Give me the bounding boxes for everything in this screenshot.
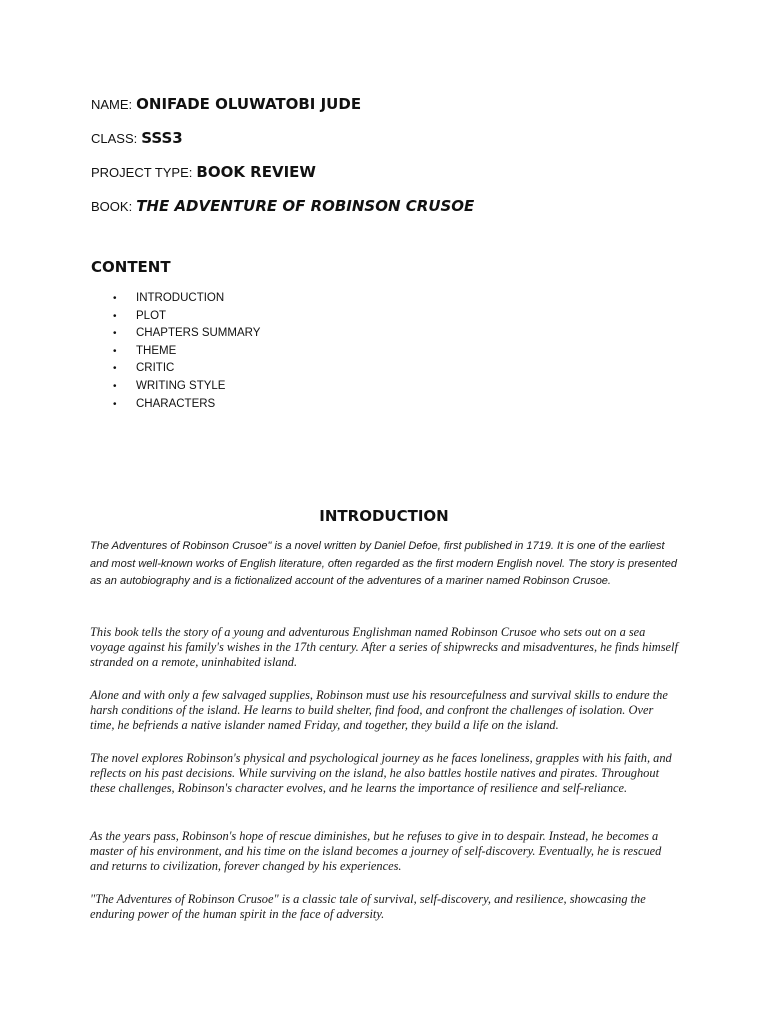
toc-item-theme (113, 343, 260, 361)
bullet-icon: • (113, 328, 117, 340)
content-heading: CONTENT (91, 258, 171, 276)
toc-item-label: WRITING STYLE (136, 379, 226, 392)
bullet-icon: • (113, 398, 117, 410)
introduction-heading: INTRODUCTION (319, 507, 449, 525)
bullet-icon: • (113, 293, 117, 304)
intro-paragraph: This book tells the story of a young and adventurous Englishman named Robinson Crusoe who sets out on a sea voyage against his family's wishes in the 17th century. After a series of shipwrecks and misadventures, he finds himself stranded on a remote, uninhabited island. (90, 625, 678, 669)
bullet-icon: • (113, 380, 117, 392)
class-label: CLASS: (91, 131, 138, 146)
toc-item-chapters-summary (113, 325, 260, 343)
toc-item-label: INTRODUCTION (136, 292, 225, 304)
bullet-icon: • (113, 310, 117, 322)
bullet-icon: • (113, 345, 117, 357)
toc-item-writing-style (113, 378, 260, 396)
toc-item-introduction (113, 290, 260, 308)
toc-item-label: CRITIC (136, 362, 175, 375)
book-title: THE ADVENTURE OF ROBINSON CRUSOE (136, 197, 475, 215)
toc-item-label: PLOT (136, 309, 167, 322)
intro-paragraph: The Adventures of Robinson Crusoe" is a novel written by Daniel Defoe, first published in 1719. It is one of the earliest and most well-known works of English literature, often regarded as the first modern English novel. The story is presented as an autobiography and is a fictionalized account of the adventures of a mariner named Robinson Crusoe. (90, 540, 677, 587)
toc-item-characters (113, 396, 260, 414)
bullet-icon: • (113, 363, 117, 375)
name-value: ONIFADE OLUWATOBI JUDE (136, 95, 362, 113)
toc-item-label: CHARACTERS (136, 397, 216, 410)
toc-item-label: CHAPTERS SUMMARY (136, 327, 261, 340)
toc-item-critic (113, 360, 260, 378)
class-value: SSS3 (141, 129, 183, 147)
intro-paragraph: As the years pass, Robinson's hope of rescue diminishes, but he refuses to give in to despair. Instead, he becomes a master of his environment, and his time on the island becomes a journey of self-discovery. Eventually, he is rescued and returns to civilization, forever changed by his experiences. (90, 829, 662, 873)
name-label: NAME: (91, 97, 133, 112)
book-field (91, 197, 474, 216)
toc-item-label: THEME (136, 344, 177, 357)
class-field (91, 129, 183, 148)
project-type-label: PROJECT TYPE: (91, 165, 193, 180)
intro-paragraph: "The Adventures of Robinson Crusoe" is a classic tale of survival, self-discovery, and resilience, showcasing the enduring power of the human spirit in the face of adversity. (90, 892, 646, 921)
intro-paragraph: Alone and with only a few salvaged supplies, Robinson must use his resourcefulness and survival skills to endure the harsh conditions of the island. He learns to build shelter, find food, and confront the challenges of isolation. Over time, he befriends a native islander named Friday, and together, they build a life on the island. (90, 688, 668, 732)
book-label: BOOK: (91, 199, 133, 214)
project-type-field (91, 163, 316, 182)
name-field (91, 95, 361, 114)
table-of-contents (113, 290, 260, 413)
toc-item-plot (113, 308, 260, 326)
project-type-value: BOOK REVIEW (196, 163, 316, 181)
intro-paragraph: The novel explores Robinson's physical and psychological journey as he faces loneliness, grapples with his faith, and reflects on his past decisions. While surviving on the island, he also battles hostile natives and pirates. Throughout these challenges, Robinson's character evolves, and he learns the importance of resilience and self-reliance. (90, 751, 672, 795)
